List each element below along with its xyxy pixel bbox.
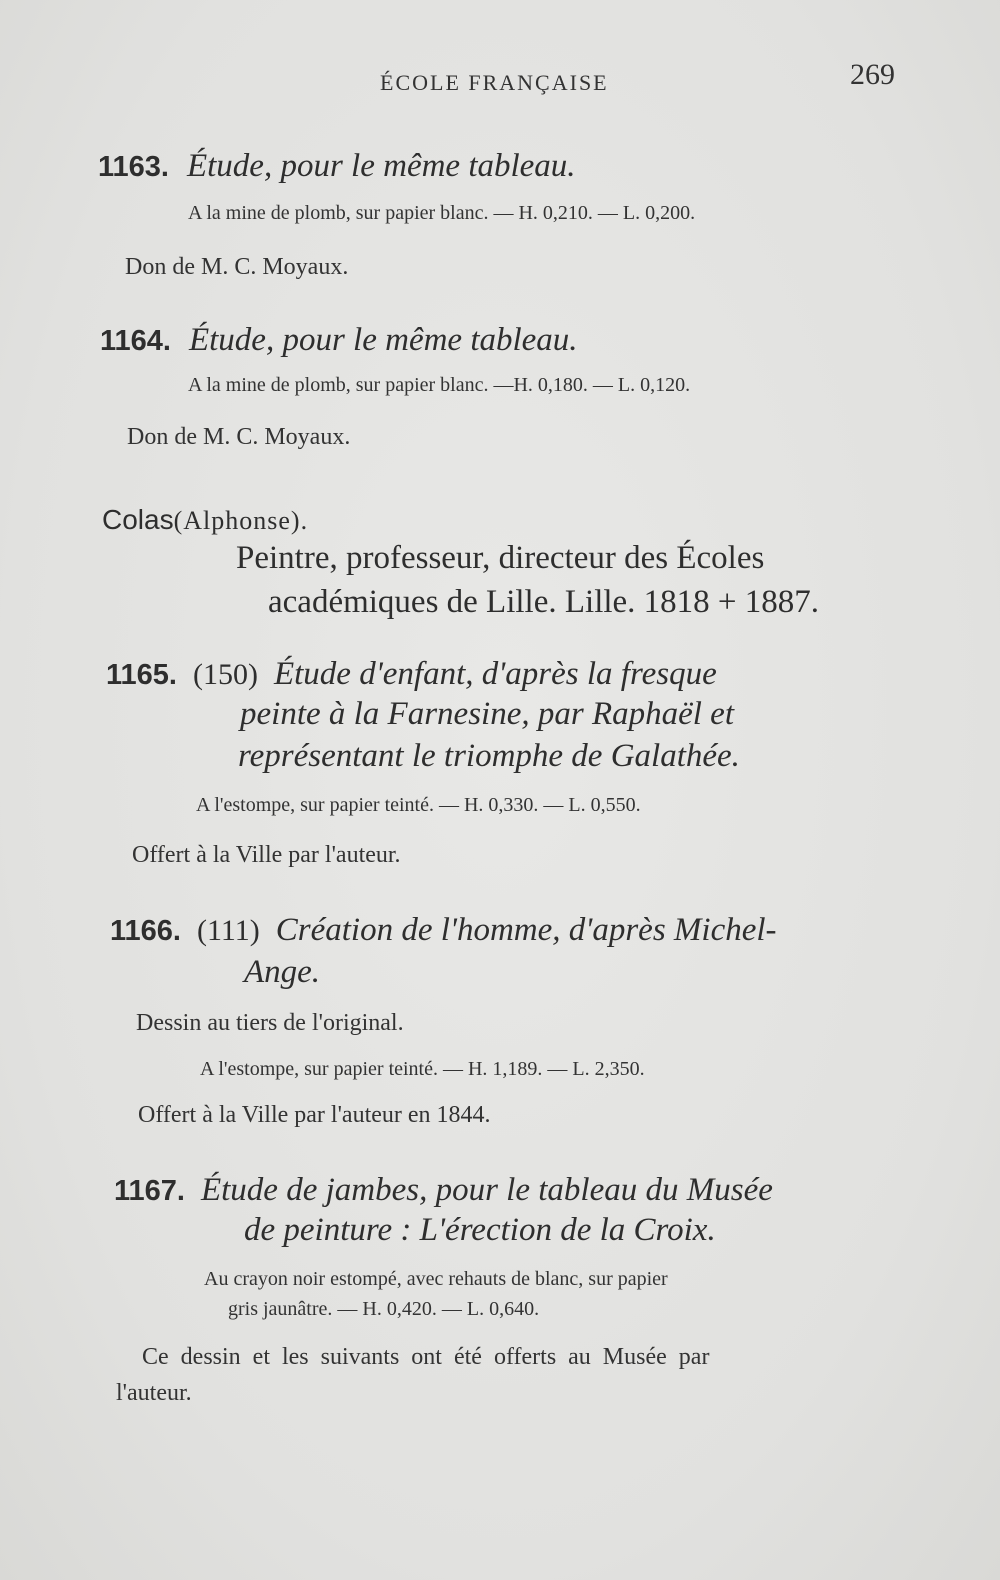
entry-1164-heading bbox=[100, 322, 578, 359]
entry-1167-heading bbox=[114, 1172, 773, 1209]
entry-number: 1164. bbox=[100, 325, 171, 357]
entry-1165-note: Offert à la Ville par l'auteur. bbox=[132, 842, 401, 868]
entry-1163-heading bbox=[98, 148, 576, 185]
artist-bio-line-2: académiques de Lille. Lille. 1818 + 1887. bbox=[268, 584, 820, 620]
entry-title: Étude, pour le même tableau. bbox=[188, 322, 578, 358]
entry-1164-note: Don de M. C. Moyaux. bbox=[127, 424, 351, 450]
entry-1166-detail: A l'estompe, sur papier teinté. — H. 1,189. — L. 2,350. bbox=[200, 1058, 645, 1080]
entry-title: Création de l'homme, d'après Michel- bbox=[275, 912, 777, 948]
entry-ref: (150) bbox=[192, 658, 258, 691]
running-head: ÉCOLE FRANÇAISE bbox=[380, 70, 609, 95]
entry-1167-title-line-2: de peinture : L'érection de la Croix. bbox=[244, 1212, 716, 1248]
entry-1163-note: Don de M. C. Moyaux. bbox=[125, 254, 349, 280]
entry-1167-detail-line-1: Au crayon noir estompé, avec rehauts de blanc, sur papier bbox=[204, 1268, 668, 1290]
entry-1164-detail: A la mine de plomb, sur papier blanc. —H. 0,180. — L. 0,120. bbox=[188, 374, 691, 396]
entry-1166-subnote: Dessin au tiers de l'original. bbox=[136, 1010, 404, 1036]
entry-title: Étude, pour le même tableau. bbox=[186, 148, 576, 184]
entry-1165-detail: A l'estompe, sur papier teinté. — H. 0,330. — L. 0,550. bbox=[196, 794, 641, 816]
entry-1166-note: Offert à la Ville par l'auteur en 1844. bbox=[138, 1102, 491, 1128]
entry-number: 1163. bbox=[98, 151, 169, 183]
entry-1166-title-line-2: Ange. bbox=[244, 954, 321, 990]
entry-title: Étude d'enfant, d'après la fresque bbox=[273, 656, 717, 692]
artist-bio-line-1: Peintre, professeur, directeur des Écoles bbox=[236, 540, 765, 576]
entry-1167-note-line-2: l'auteur. bbox=[116, 1380, 192, 1406]
entry-ref: (111) bbox=[196, 914, 260, 947]
entry-1165-title-line-3: représentant le triomphe de Galathée. bbox=[238, 738, 740, 774]
entry-number: 1167. bbox=[114, 1175, 185, 1207]
artist-heading-suffix: . bbox=[300, 506, 309, 535]
entry-title: Étude de jambes, pour le tableau du Musée bbox=[200, 1172, 773, 1208]
artist-heading bbox=[102, 504, 308, 536]
entry-1165-title-line-2: peinte à la Farnesine, par Raphaël et bbox=[240, 696, 734, 732]
entry-1167-detail-line-2: gris jaunâtre. — H. 0,420. — L. 0,640. bbox=[228, 1298, 540, 1320]
artist-firstname: (Alphonse) bbox=[173, 506, 301, 535]
entry-number: 1165. bbox=[106, 659, 177, 691]
entry-1163-detail: A la mine de plomb, sur papier blanc. — H. 0,210. — L. 0,200. bbox=[188, 202, 696, 224]
entry-1167-note-line-1: Ce dessin et les suivants ont été offerts au Musée par bbox=[142, 1344, 710, 1370]
entry-1166-heading bbox=[110, 912, 777, 949]
entry-number: 1166. bbox=[110, 915, 181, 947]
page-number: 269 bbox=[850, 58, 895, 91]
entry-1165-heading bbox=[106, 656, 717, 693]
artist-surname: Colas bbox=[102, 504, 174, 535]
